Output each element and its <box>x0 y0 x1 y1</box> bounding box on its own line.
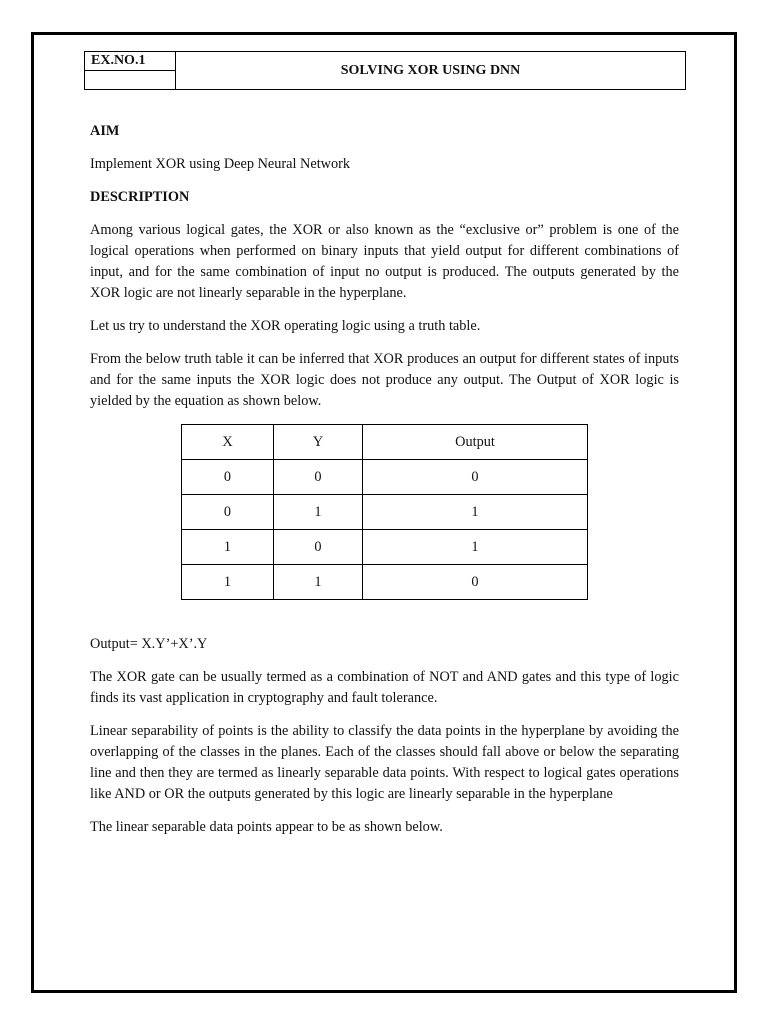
table-row <box>182 565 588 600</box>
table-cell: 0 <box>363 565 588 600</box>
table-cell: 0 <box>182 495 274 530</box>
table-row <box>182 495 588 530</box>
body-paragraph-6: The linear separable data points appear to be as shown below. <box>90 819 443 835</box>
truth-table-header-row <box>182 425 588 460</box>
table-cell: 0 <box>363 460 588 495</box>
table-cell: 0 <box>274 530 363 565</box>
xor-truth-table <box>181 424 588 600</box>
table-row <box>182 530 588 565</box>
exercise-title: SOLVING XOR USING DNN <box>176 52 686 90</box>
xor-equation: Output= X.Y’+X’.Y <box>90 636 208 652</box>
table-cell: 1 <box>274 495 363 530</box>
table-cell: 1 <box>363 495 588 530</box>
table-cell: 1 <box>182 565 274 600</box>
aim-text: Implement XOR using Deep Neural Network <box>90 156 351 172</box>
description-paragraph-3: From the below truth table it can be inferred that XOR produces an output for different states of inputs and for the same inputs the XOR logic does not produce any output. The Output of XOR logic is yielded by the equation as shown below. <box>90 351 679 409</box>
truth-table-header-x: X <box>182 425 274 460</box>
table-cell: 1 <box>363 530 588 565</box>
table-cell: 0 <box>182 460 274 495</box>
table-cell: 0 <box>274 460 363 495</box>
description-paragraph-2: Let us try to understand the XOR operating logic using a truth table. <box>90 318 481 334</box>
truth-table-header-output: Output <box>363 425 588 460</box>
exercise-number-blank-cell <box>85 71 176 90</box>
body-paragraph-5: Linear separability of points is the ability to classify the data points in the hyperplane by avoiding the overlapping of the classes in the planes. Each of the classes should fall above or below the separating line and then they are termed as linearly separable data points. With respect to logical gates operations like AND or OR the outputs generated by this logic are linearly separable in the hyperplane <box>90 723 679 802</box>
description-heading: DESCRIPTION <box>90 189 190 205</box>
table-cell: 1 <box>274 565 363 600</box>
body-paragraph-4: The XOR gate can be usually termed as a combination of NOT and AND gates and this type of logic finds its vast application in cryptography and fault tolerance. <box>90 669 679 706</box>
document-body <box>90 121 679 850</box>
description-paragraph-1: Among various logical gates, the XOR or also known as the “exclusive or” problem is one of the logical operations when performed on binary inputs that yield output for different combinations of input, and for the same combination of input no output is produced. The outputs generated by the XOR logic are not linearly separable in the hyperplane. <box>90 222 679 301</box>
table-cell: 1 <box>182 530 274 565</box>
aim-heading: AIM <box>90 123 120 139</box>
table-row <box>182 460 588 495</box>
truth-table-header-y: Y <box>274 425 363 460</box>
exercise-header-table <box>84 51 686 90</box>
exercise-number: EX.NO.1 <box>85 52 176 71</box>
